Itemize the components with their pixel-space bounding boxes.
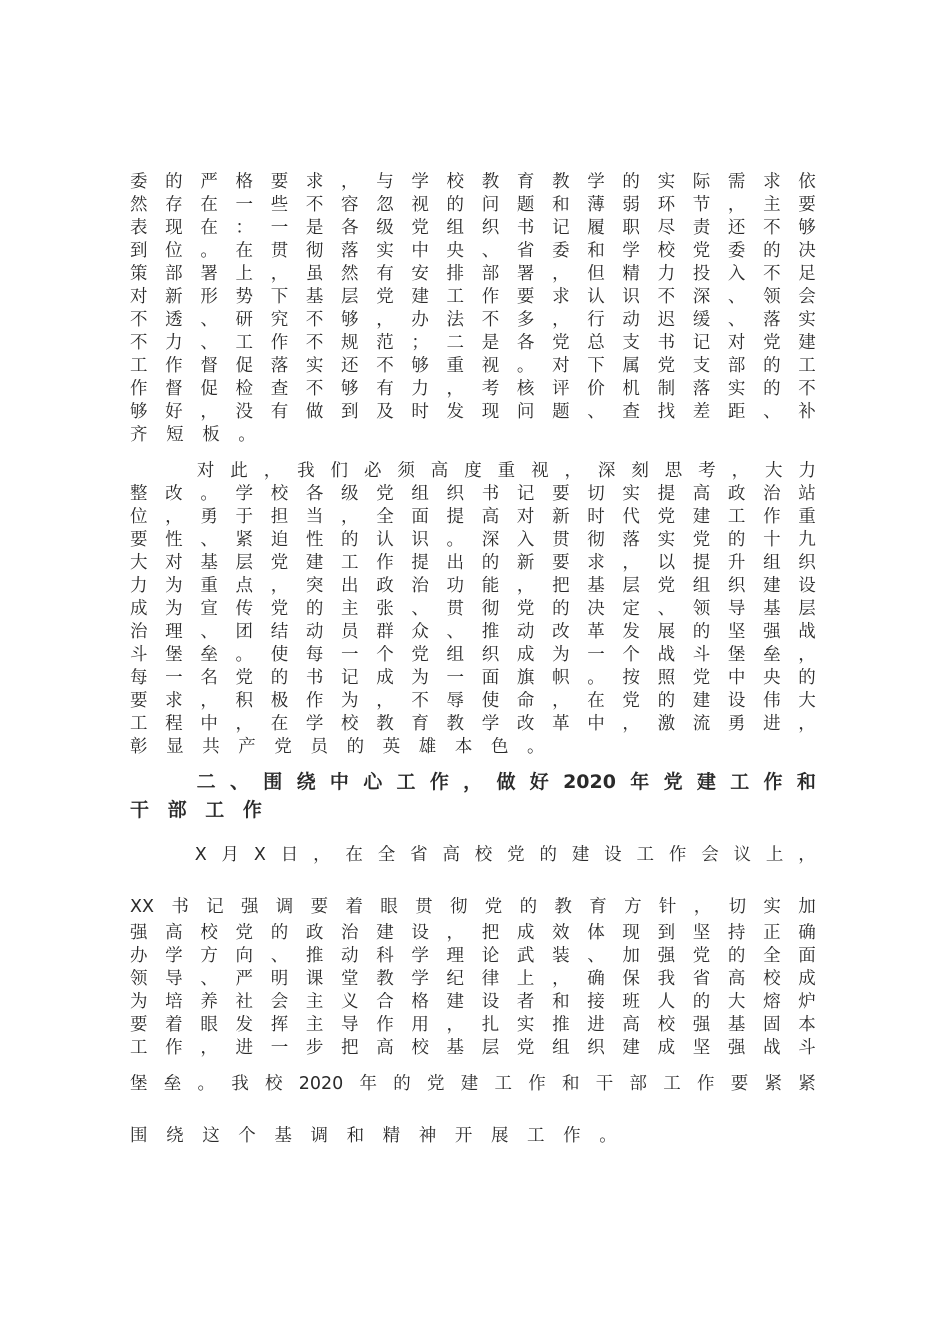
paragraph-problems — [130, 171, 816, 447]
text-line: 位 ， 勇 于 担 当 ， 全 面 提 高 对 新 时 代 党 建 工 作 重 — [130, 507, 816, 527]
paragraph-meeting-body — [130, 922, 816, 1060]
paragraph-meeting-intro — [130, 829, 816, 933]
text-line: 彰 显 共 产 党 员 的 英 雄 本 色 。 — [130, 737, 545, 757]
text-line: 二 、 围 绕 中 心 工 作 ， 做 好 2020 年 党 建 工 作 和 — [196, 771, 816, 793]
text-line: 工 程 中 ， 在 学 校 教 育 教 学 改 革 中 ， 激 流 勇 进 ， — [130, 714, 816, 734]
text-line: 斗 堡 垒 。 使 每 一 个 党 组 织 成 为 一 个 战 斗 堡 垒 ， — [130, 645, 816, 665]
text-line: 干 部 工 作 — [130, 799, 262, 821]
text-line: 对 此 ， 我 们 必 须 高 度 重 视 ， 深 刻 思 考 ， 大 力 — [196, 461, 816, 481]
text-line: 不 力 、 工 作 不 规 范 ； 二 是 各 党 总 支 书 记 对 党 建 — [130, 333, 816, 353]
text-line: 治 理 、 团 结 动 员 群 众 、 推 动 改 革 发 展 的 坚 强 战 — [130, 622, 816, 642]
text-line: 成 为 宣 传 党 的 主 张 、 贯 彻 党 的 决 定 、 领 导 基 层 — [130, 599, 816, 619]
text-line: 到 位 。 在 贯 彻 落 实 中 央 、 省 委 和 学 校 党 委 的 决 — [130, 241, 816, 261]
text-line: 领 导 、 严 明 课 堂 教 学 纪 律 上 ， 确 保 我 省 高 校 成 — [130, 969, 816, 989]
text-line: 力 为 重 点 ， 突 出 政 治 功 能 ， 把 基 层 党 组 织 建 设 — [130, 576, 816, 596]
text-line: 工 作 ， 进 一 步 把 高 校 基 层 党 组 织 建 成 坚 强 战 斗 — [130, 1038, 816, 1058]
text-line: 要 求 ， 积 极 作 为 ， 不 辱 使 命 ， 在 党 的 建 设 伟 大 — [130, 691, 816, 711]
text-line: 要 着 眼 发 挥 主 导 作 用 ， 扎 实 推 进 高 校 强 基 固 本 — [130, 1015, 816, 1035]
text-line: 委 的 严 格 要 求 ， 与 学 校 教 育 教 学 的 实 际 需 求 依 — [130, 172, 816, 192]
text-line: 每 一 名 党 的 书 记 成 为 一 面 旗 帜 。 按 照 党 中 央 的 — [130, 668, 816, 688]
paragraph-rectification — [130, 460, 816, 759]
text-line: 要 性 、 紧 迫 性 的 认 识 。 深 入 贯 彻 落 实 党 的 十 九 — [130, 530, 816, 550]
paragraph-meeting-tail — [130, 1058, 816, 1162]
text-line: 大 对 基 层 党 建 工 作 提 出 的 新 要 求 ， 以 提 升 组 织 — [130, 553, 816, 573]
text-line: 然 存 在 一 些 不 容 忽 视 的 问 题 和 薄 弱 环 节 ， 主 要 — [130, 195, 816, 215]
text-line: X 月 X 日 ， 在 全 省 高 校 党 的 建 设 工 作 会 议 上 ， — [194, 845, 816, 865]
text-line: 不 透 、 研 究 不 够 ， 办 法 不 多 ， 行 动 迟 缓 、 落 实 — [130, 310, 816, 330]
text-line: XX 书 记 强 调 要 着 眼 贯 彻 党 的 教 育 方 针 ， 切 实 加 — [130, 897, 816, 917]
text-line: 作 督 促 检 查 不 够 有 力 ， 考 核 评 价 机 制 落 实 的 不 — [130, 379, 816, 399]
section-heading-two — [130, 768, 816, 824]
text-line: 够 好 ， 没 有 做 到 及 时 发 现 问 题 、 查 找 差 距 、 补 — [130, 402, 816, 422]
text-line: 围 绕 这 个 基 调 和 精 神 开 展 工 作 。 — [130, 1126, 617, 1146]
text-line: 策 部 署 上 ， 虽 然 有 安 排 部 署 ， 但 精 力 投 入 不 足 — [130, 264, 816, 284]
text-line: 堡 垒 。 我 校 2020 年 的 党 建 工 作 和 干 部 工 作 要 紧 紧 — [130, 1074, 816, 1094]
text-line: 为 培 养 社 会 主 义 合 格 建 设 者 和 接 班 人 的 大 熔 炉 — [130, 992, 816, 1012]
text-line: 工 作 督 促 落 实 还 不 够 重 视 。 对 下 属 党 支 部 的 工 — [130, 356, 816, 376]
text-line: 办 学 方 向 、 推 动 科 学 理 论 武 装 、 加 强 党 的 全 面 — [130, 946, 816, 966]
text-line: 齐 短 板 。 — [130, 425, 256, 445]
text-line: 整 改 。 学 校 各 级 党 组 织 书 记 要 切 实 提 高 政 治 站 — [130, 484, 816, 504]
text-line: 表 现 在 ： 一 是 各 级 党 组 织 书 记 履 职 尽 责 还 不 够 — [130, 218, 816, 238]
text-line: 强 高 校 党 的 政 治 建 设 ， 把 成 效 体 现 到 坚 持 正 确 — [130, 923, 816, 943]
text-line: 对 新 形 势 下 基 层 党 建 工 作 要 求 认 识 不 深 、 领 会 — [130, 287, 816, 307]
